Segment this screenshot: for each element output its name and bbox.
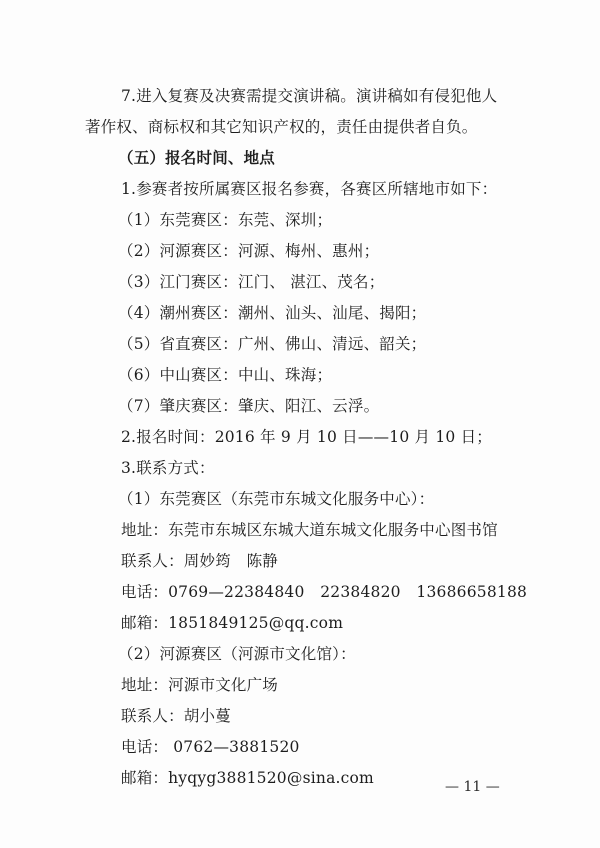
paragraph-line: 3.联系方式： bbox=[121, 459, 215, 477]
contact-phone: 电话：0769—22384840 22384820 13686658188 bbox=[121, 583, 528, 601]
paragraph-line: 著作权、商标权和其它知识产权的，责任由提供者自负。 bbox=[85, 118, 478, 136]
list-item: （2）河源赛区：河源、梅州、惠州； bbox=[118, 242, 380, 260]
contact-address: 地址：东莞市东城区东城大道东城文化服务中心图书馆 bbox=[121, 521, 498, 539]
paragraph-line: 1.参赛者按所属赛区报名参赛，各赛区所辖地市如下： bbox=[121, 180, 498, 198]
contact-address: 地址：河源市文化广场 bbox=[121, 676, 279, 694]
contact-heading: （1）东莞赛区（东莞市东城文化服务中心）： bbox=[118, 490, 435, 508]
list-item: （7）肇庆赛区：肇庆、阳江、云浮。 bbox=[118, 397, 380, 415]
list-item: （5）省直赛区：广州、佛山、清远、韶关； bbox=[118, 335, 427, 353]
contact-heading: （2）河源赛区（河源市文化馆）： bbox=[118, 645, 356, 663]
list-item: （6）中山赛区：中山、珠海； bbox=[118, 366, 333, 384]
contact-email: 邮箱：1851849125@qq.com bbox=[121, 614, 344, 632]
contact-phone: 电话： 0762—3881520 bbox=[121, 738, 300, 756]
contact-person: 联系人：胡小蔓 bbox=[121, 707, 231, 725]
list-item: （4）潮州赛区：潮州、汕头、汕尾、揭阳； bbox=[118, 304, 427, 322]
contact-person: 联系人：周妙筠 陈静 bbox=[121, 552, 279, 570]
paragraph-line: 7.进入复赛及决赛需提交演讲稿。演讲稿如有侵犯他人 bbox=[121, 87, 498, 105]
contact-email: 邮箱：hyqyg3881520@sina.com bbox=[121, 769, 374, 787]
paragraph-line: 2.报名时间：2016 年 9 月 10 日——10 月 10 日； bbox=[121, 428, 492, 446]
section-heading: （五）报名时间、地点 bbox=[118, 148, 276, 167]
list-item: （3）江门赛区：江门、 湛江、茂名； bbox=[118, 273, 385, 291]
list-item: （1）东莞赛区：东莞、深圳； bbox=[118, 211, 333, 229]
page-number: — 11 — bbox=[445, 779, 500, 795]
